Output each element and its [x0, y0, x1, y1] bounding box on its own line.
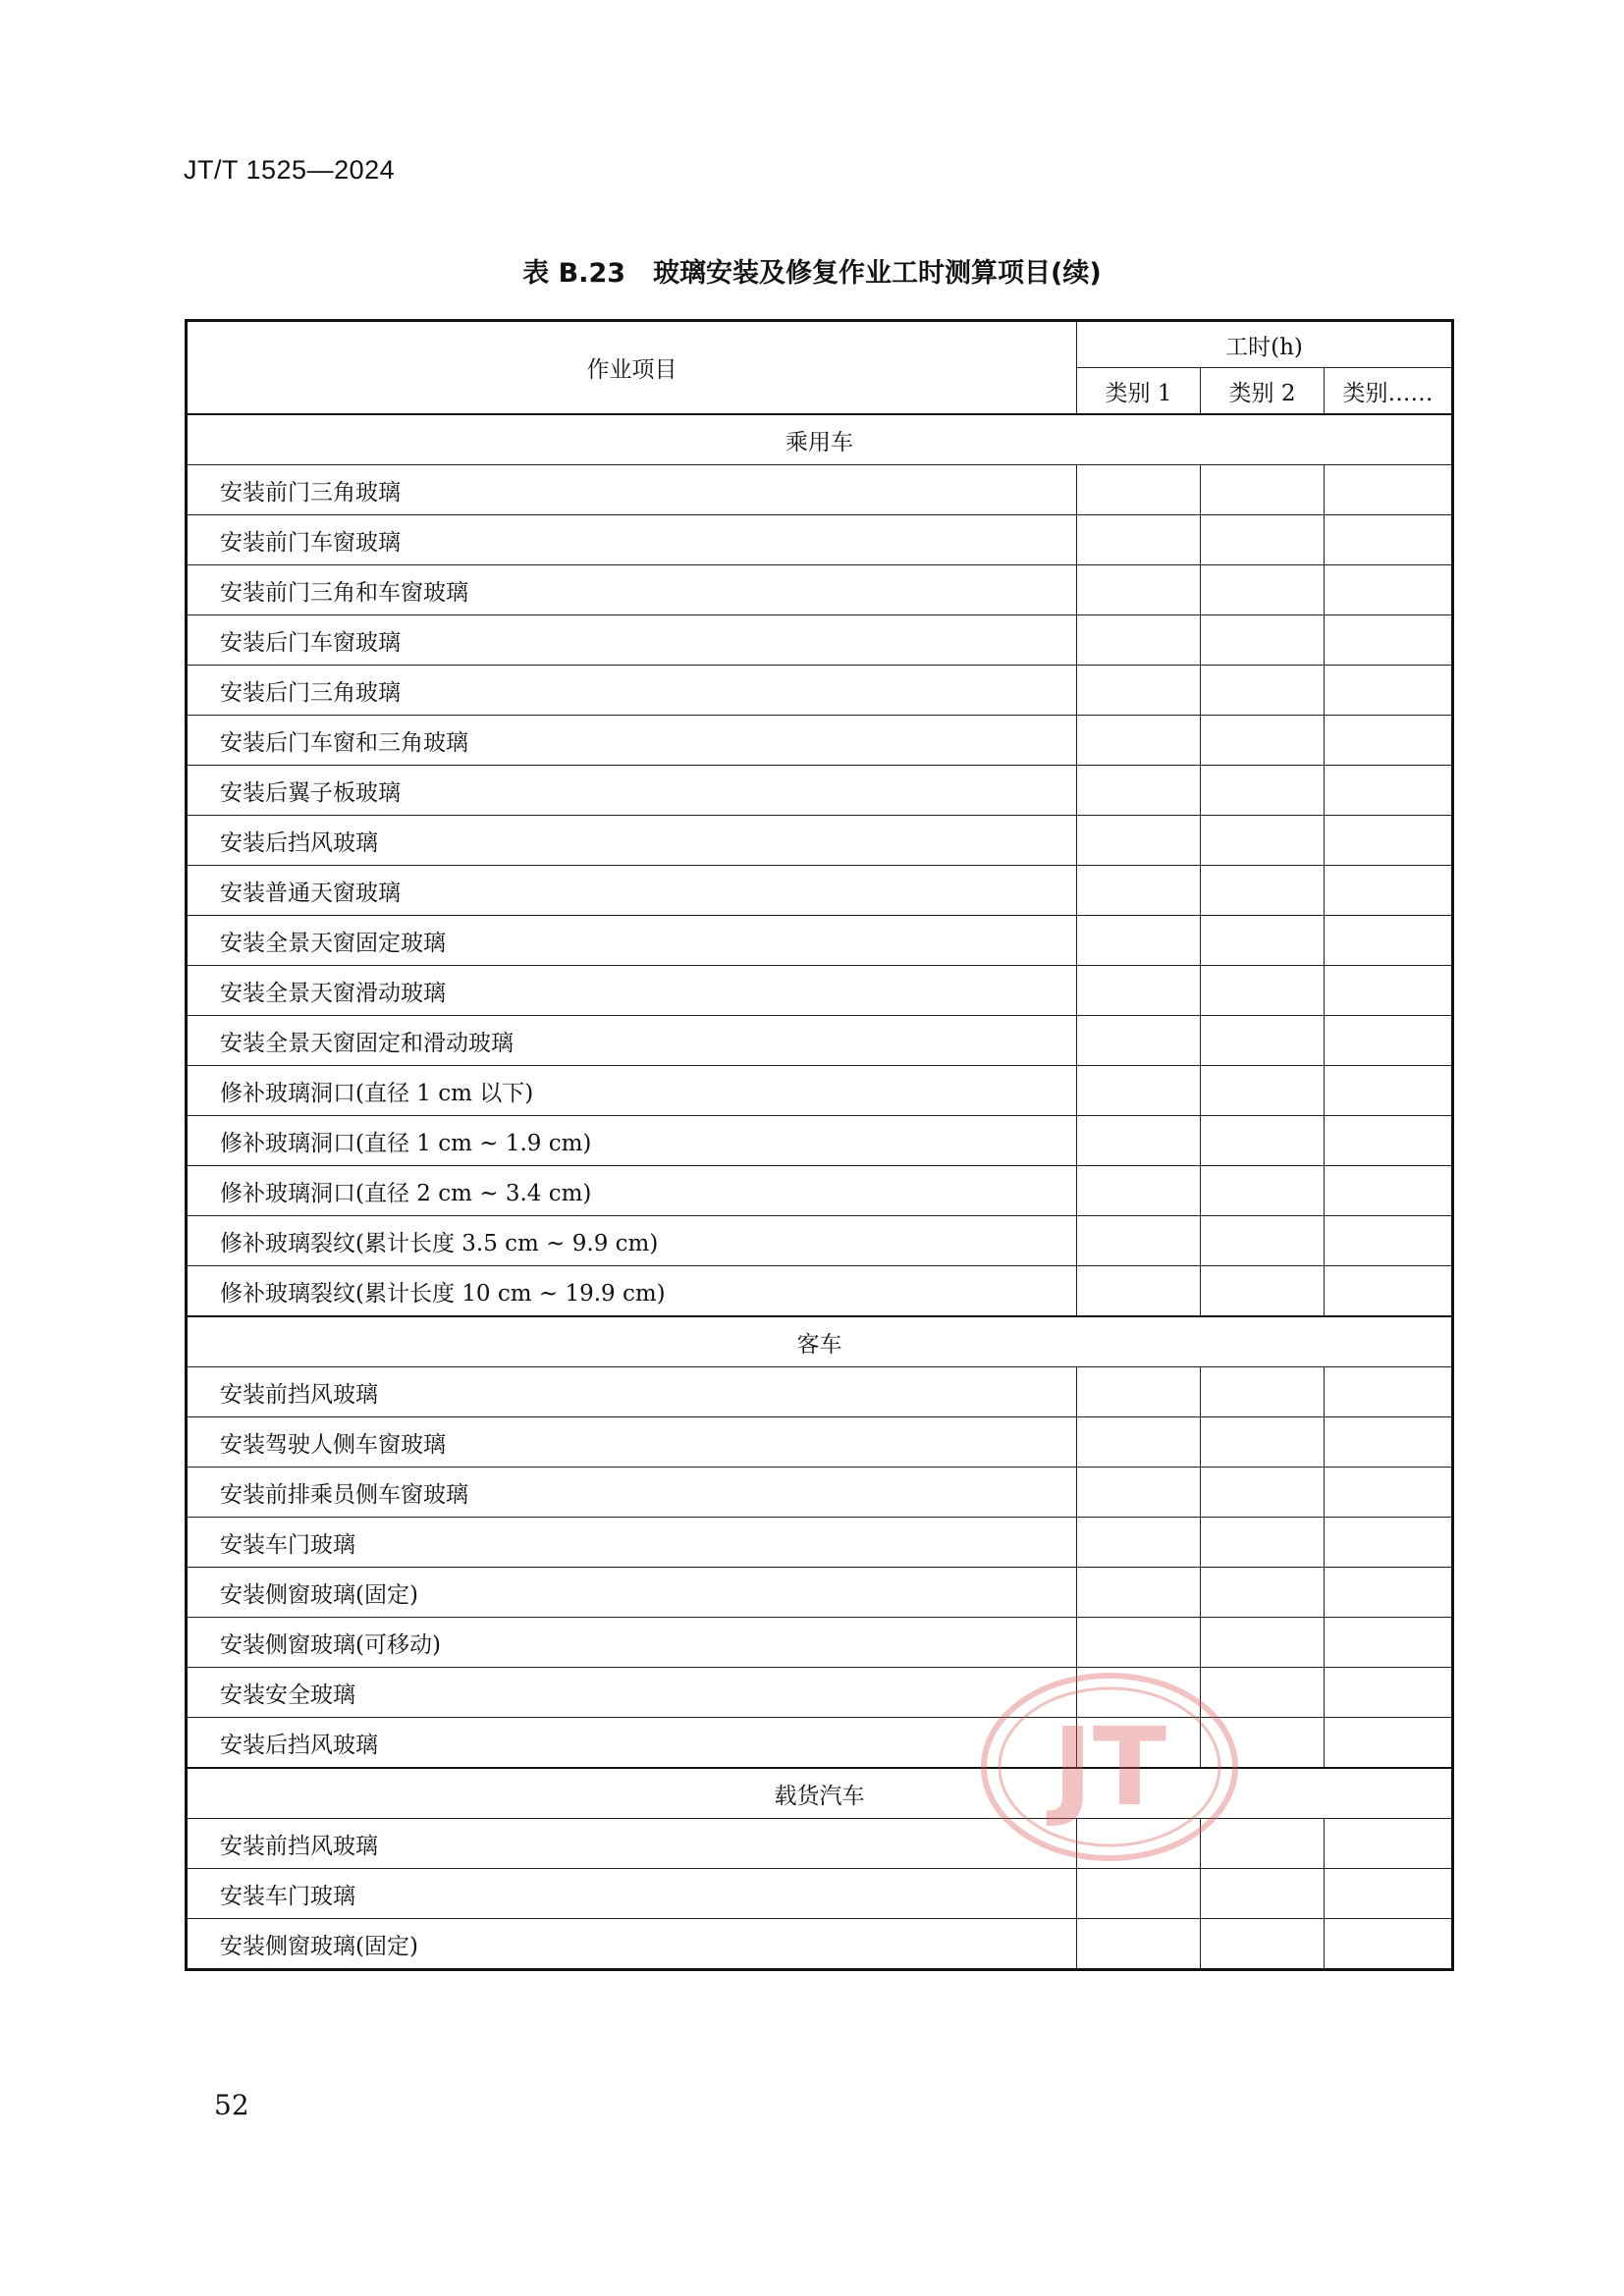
hours-cell-category-3	[1325, 1718, 1453, 1769]
hours-cell-category-3	[1325, 1518, 1453, 1568]
table-row	[187, 1668, 1453, 1718]
table-row	[187, 565, 1453, 615]
work-item-cell: 安装驾驶人侧车窗玻璃	[187, 1417, 1077, 1468]
hours-cell-category-1	[1077, 565, 1201, 615]
hours-cell-category-1	[1077, 866, 1201, 916]
work-item-cell: 安装车门玻璃	[187, 1518, 1077, 1568]
hours-cell-category-1	[1077, 766, 1201, 816]
hours-cell-category-2	[1201, 766, 1325, 816]
hours-cell-category-2	[1201, 1417, 1325, 1468]
table-row	[187, 515, 1453, 565]
work-item-cell: 修补玻璃裂纹(累计长度 3.5 cm ~ 9.9 cm)	[187, 1216, 1077, 1266]
hours-cell-category-2	[1201, 1216, 1325, 1266]
hours-cell-category-1	[1077, 916, 1201, 966]
work-item-cell: 安装后门车窗和三角玻璃	[187, 716, 1077, 766]
hours-cell-category-2	[1201, 615, 1325, 666]
table-row	[187, 1166, 1453, 1216]
hours-cell-category-2	[1201, 1819, 1325, 1869]
hours-cell-category-3	[1325, 1417, 1453, 1468]
hours-cell-category-1	[1077, 1518, 1201, 1568]
work-item-cell: 修补玻璃洞口(直径 2 cm ~ 3.4 cm)	[187, 1166, 1077, 1216]
column-header-category-1: 类别 1	[1077, 368, 1201, 415]
hours-cell-category-1	[1077, 1618, 1201, 1668]
hours-cell-category-2	[1201, 966, 1325, 1016]
table-row	[187, 966, 1453, 1016]
work-item-cell: 安装前挡风玻璃	[187, 1819, 1077, 1869]
work-item-cell: 安装前挡风玻璃	[187, 1367, 1077, 1417]
table-row	[187, 1266, 1453, 1317]
hours-cell-category-1	[1077, 1066, 1201, 1116]
hours-cell-category-1	[1077, 1869, 1201, 1919]
table-title	[0, 251, 1624, 290]
watermark-text: JT	[1053, 1704, 1166, 1830]
standard-code: JT/T 1525—2024	[184, 155, 396, 185]
table-row	[187, 1869, 1453, 1919]
hours-cell-category-3	[1325, 1066, 1453, 1116]
hours-cell-category-2	[1201, 1116, 1325, 1166]
work-item-cell: 安装后挡风玻璃	[187, 816, 1077, 866]
hours-cell-category-1	[1077, 666, 1201, 716]
hours-cell-category-2	[1201, 1668, 1325, 1718]
hours-cell-category-3	[1325, 515, 1453, 565]
table-row	[187, 1116, 1453, 1166]
table-row	[187, 1919, 1453, 1970]
hours-cell-category-2	[1201, 1016, 1325, 1066]
hours-cell-category-1	[1077, 1919, 1201, 1970]
hours-cell-category-1	[1077, 966, 1201, 1016]
work-item-cell: 安装前门三角玻璃	[187, 465, 1077, 515]
hours-cell-category-1	[1077, 1819, 1201, 1869]
work-item-cell: 安装前门车窗玻璃	[187, 515, 1077, 565]
hours-cell-category-2	[1201, 1568, 1325, 1618]
hours-cell-category-2	[1201, 666, 1325, 716]
hours-cell-category-2	[1201, 1919, 1325, 1970]
hours-cell-category-3	[1325, 1468, 1453, 1518]
hours-cell-category-2	[1201, 1266, 1325, 1317]
section-row	[187, 414, 1453, 465]
hours-cell-category-1	[1077, 1417, 1201, 1468]
section-row	[187, 1768, 1453, 1819]
hours-cell-category-2	[1201, 1869, 1325, 1919]
column-header-item: 作业项目	[187, 321, 1077, 415]
table-row	[187, 1216, 1453, 1266]
column-header-category-more: 类别……	[1325, 368, 1453, 415]
hours-cell-category-1	[1077, 1367, 1201, 1417]
work-item-cell: 修补玻璃洞口(直径 1 cm 以下)	[187, 1066, 1077, 1116]
table-row	[187, 1618, 1453, 1668]
hours-cell-category-3	[1325, 816, 1453, 866]
hours-cell-category-3	[1325, 916, 1453, 966]
hours-cell-category-3	[1325, 1216, 1453, 1266]
hours-cell-category-3	[1325, 465, 1453, 515]
work-hours-table	[185, 319, 1454, 1971]
hours-cell-category-2	[1201, 866, 1325, 916]
hours-cell-category-3	[1325, 666, 1453, 716]
hours-cell-category-2	[1201, 515, 1325, 565]
hours-cell-category-2	[1201, 1066, 1325, 1116]
hours-cell-category-1	[1077, 1718, 1201, 1769]
hours-cell-category-3	[1325, 1668, 1453, 1718]
table-row	[187, 615, 1453, 666]
hours-cell-category-3	[1325, 1568, 1453, 1618]
table-row	[187, 1066, 1453, 1116]
section-title: 乘用车	[187, 414, 1453, 465]
work-item-cell: 安装侧窗玻璃(可移动)	[187, 1618, 1077, 1668]
work-item-cell: 安装安全玻璃	[187, 1668, 1077, 1718]
hours-cell-category-2	[1201, 1367, 1325, 1417]
hours-cell-category-1	[1077, 1468, 1201, 1518]
hours-cell-category-1	[1077, 615, 1201, 666]
table-row	[187, 766, 1453, 816]
hours-cell-category-2	[1201, 1718, 1325, 1769]
section-title: 客车	[187, 1316, 1453, 1367]
hours-cell-category-2	[1201, 816, 1325, 866]
hours-cell-category-3	[1325, 1367, 1453, 1417]
hours-cell-category-3	[1325, 1869, 1453, 1919]
hours-cell-category-1	[1077, 1668, 1201, 1718]
work-item-cell: 安装全景天窗固定和滑动玻璃	[187, 1016, 1077, 1066]
table-row	[187, 916, 1453, 966]
work-item-cell: 修补玻璃洞口(直径 1 cm ~ 1.9 cm)	[187, 1116, 1077, 1166]
work-item-cell: 安装全景天窗滑动玻璃	[187, 966, 1077, 1016]
hours-cell-category-2	[1201, 565, 1325, 615]
hours-cell-category-3	[1325, 866, 1453, 916]
table-row	[187, 1718, 1453, 1769]
hours-cell-category-3	[1325, 1116, 1453, 1166]
hours-cell-category-1	[1077, 1568, 1201, 1618]
table-number: 表 B.23	[522, 258, 626, 289]
table-row	[187, 1016, 1453, 1066]
table-row	[187, 866, 1453, 916]
hours-cell-category-2	[1201, 1166, 1325, 1216]
table-row	[187, 1518, 1453, 1568]
table-row	[187, 465, 1453, 515]
work-item-cell: 安装全景天窗固定玻璃	[187, 916, 1077, 966]
table-body	[187, 414, 1453, 1970]
hours-cell-category-3	[1325, 1919, 1453, 1970]
hours-cell-category-2	[1201, 1518, 1325, 1568]
work-item-cell: 安装前排乘员侧车窗玻璃	[187, 1468, 1077, 1518]
hours-cell-category-3	[1325, 1166, 1453, 1216]
column-header-category-2: 类别 2	[1201, 368, 1325, 415]
column-header-hours: 工时(h)	[1077, 321, 1453, 368]
table-row	[187, 1468, 1453, 1518]
hours-cell-category-3	[1325, 565, 1453, 615]
hours-cell-category-1	[1077, 1116, 1201, 1166]
hours-cell-category-2	[1201, 916, 1325, 966]
work-item-cell: 安装侧窗玻璃(固定)	[187, 1568, 1077, 1618]
hours-cell-category-2	[1201, 1468, 1325, 1518]
section-row	[187, 1316, 1453, 1367]
work-item-cell: 安装车门玻璃	[187, 1869, 1077, 1919]
hours-cell-category-3	[1325, 1819, 1453, 1869]
table-caption: 玻璃安装及修复作业工时测算项目(续)	[653, 258, 1102, 289]
hours-cell-category-1	[1077, 1216, 1201, 1266]
hours-cell-category-3	[1325, 716, 1453, 766]
hours-cell-category-3	[1325, 966, 1453, 1016]
table-row	[187, 1417, 1453, 1468]
table-row	[187, 1367, 1453, 1417]
hours-cell-category-1	[1077, 716, 1201, 766]
table-row	[187, 666, 1453, 716]
table-row	[187, 1819, 1453, 1869]
section-title: 载货汽车	[187, 1768, 1453, 1819]
hours-cell-category-3	[1325, 766, 1453, 816]
work-item-cell: 修补玻璃裂纹(累计长度 10 cm ~ 19.9 cm)	[187, 1266, 1077, 1317]
table-row	[187, 1568, 1453, 1618]
table-row	[187, 816, 1453, 866]
hours-cell-category-3	[1325, 1016, 1453, 1066]
work-item-cell: 安装侧窗玻璃(固定)	[187, 1919, 1077, 1970]
hours-cell-category-1	[1077, 1266, 1201, 1317]
hours-cell-category-1	[1077, 816, 1201, 866]
work-item-cell: 安装后门三角玻璃	[187, 666, 1077, 716]
work-item-cell: 安装后翼子板玻璃	[187, 766, 1077, 816]
work-item-cell: 安装后挡风玻璃	[187, 1718, 1077, 1769]
hours-cell-category-3	[1325, 1266, 1453, 1317]
page-number: 52	[214, 2089, 249, 2121]
hours-cell-category-1	[1077, 1166, 1201, 1216]
table-row	[187, 716, 1453, 766]
hours-cell-category-2	[1201, 465, 1325, 515]
hours-cell-category-2	[1201, 716, 1325, 766]
work-item-cell: 安装后门车窗玻璃	[187, 615, 1077, 666]
hours-cell-category-2	[1201, 1618, 1325, 1668]
hours-cell-category-1	[1077, 465, 1201, 515]
work-item-cell: 安装普通天窗玻璃	[187, 866, 1077, 916]
hours-cell-category-3	[1325, 615, 1453, 666]
work-item-cell: 安装前门三角和车窗玻璃	[187, 565, 1077, 615]
hours-cell-category-1	[1077, 1016, 1201, 1066]
hours-cell-category-3	[1325, 1618, 1453, 1668]
hours-cell-category-1	[1077, 515, 1201, 565]
